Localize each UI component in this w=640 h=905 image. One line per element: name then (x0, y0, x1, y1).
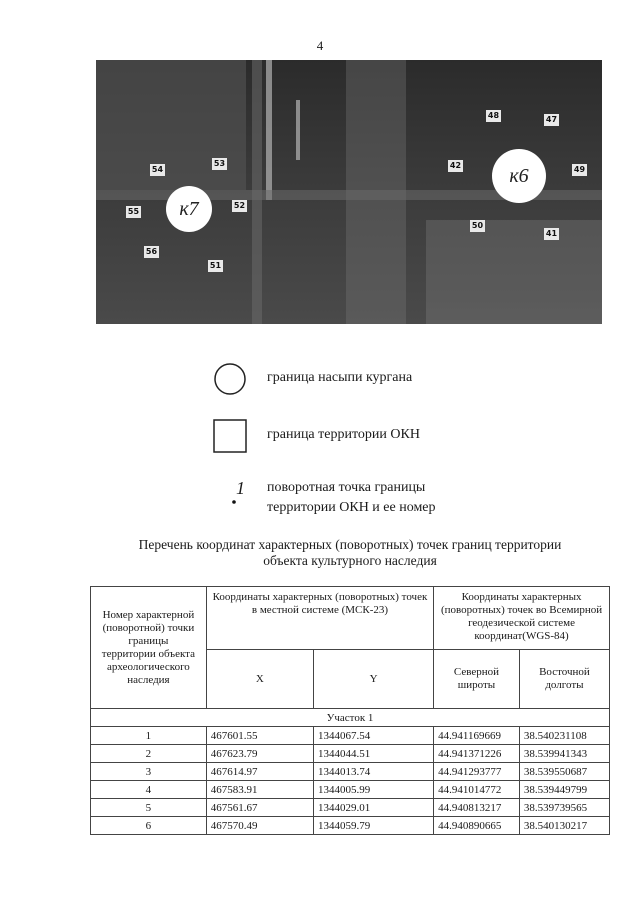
section-label: Участок 1 (91, 709, 610, 727)
cell-longitude: 38.539449799 (519, 781, 609, 799)
point-label: 56 (145, 247, 158, 256)
cell-y: 1344029.01 (314, 799, 434, 817)
point-label: 47 (545, 115, 558, 124)
cell-y: 1344005.99 (314, 781, 434, 799)
header-point-number: Номер характерной (поворотной) точки границы территории объекта археологического наследия (91, 587, 207, 709)
cell-y: 1344013.74 (314, 763, 434, 781)
point-label: 49 (573, 165, 586, 174)
header-local-coords: Координаты характерных (поворотных) точек в местной системе (МСК-23) (206, 587, 433, 650)
cell-point-number: 3 (91, 763, 207, 781)
cell-point-number: 6 (91, 817, 207, 835)
legend-point-label-line2: территории ОКН и ее номер (267, 500, 436, 515)
circle-icon (212, 362, 248, 396)
cell-longitude: 38.540231108 (519, 727, 609, 745)
table-title (80, 537, 620, 569)
cell-x: 467570.49 (206, 817, 313, 835)
cell-point-number: 5 (91, 799, 207, 817)
header-latitude: Северной широты (434, 650, 520, 709)
cell-latitude: 44.941169669 (434, 727, 520, 745)
mound-k6 (492, 149, 546, 203)
cell-latitude: 44.941293777 (434, 763, 520, 781)
cell-y: 1344067.54 (314, 727, 434, 745)
aerial-map (96, 60, 602, 324)
cell-x: 467623.79 (206, 745, 313, 763)
mound-k7 (166, 186, 212, 232)
table-row (91, 817, 610, 835)
cell-longitude: 38.539550687 (519, 763, 609, 781)
point-label: 52 (233, 201, 246, 210)
point-label: 48 (487, 111, 500, 120)
point-label: 51 (209, 261, 222, 270)
cell-point-number: 1 (91, 727, 207, 745)
table-row (91, 745, 610, 763)
cell-latitude: 44.941371226 (434, 745, 520, 763)
point-label: 54 (151, 165, 164, 174)
cell-x: 467583.91 (206, 781, 313, 799)
cell-latitude: 44.941014772 (434, 781, 520, 799)
page-number: 4 (316, 38, 324, 53)
point-label: 41 (545, 229, 558, 238)
header-y: Y (314, 650, 434, 709)
table-row (91, 727, 610, 745)
square-icon (212, 418, 248, 454)
header-longitude: Восточной долготы (519, 650, 609, 709)
table-title-line2: объекта культурного наследия (263, 553, 437, 568)
point-label: 50 (471, 221, 484, 230)
cell-x: 467614.97 (206, 763, 313, 781)
cell-longitude: 38.540130217 (519, 817, 609, 835)
table-row (91, 799, 610, 817)
cell-y: 1344059.79 (314, 817, 434, 835)
mound-k7-label: к7 (179, 197, 199, 220)
header-x: X (206, 650, 313, 709)
cell-x: 467601.55 (206, 727, 313, 745)
legend-circle-label: граница насыпи кургана (267, 370, 413, 385)
cell-y: 1344044.51 (314, 745, 434, 763)
table-title-line1: Перечень координат характерных (поворотных) точек границ территории (138, 537, 562, 552)
cell-latitude: 44.940890665 (434, 817, 520, 835)
header-wgs-coords: Координаты характерных (поворотных) точек во Всемирной геодезической системе координат(WGS-84) (434, 587, 610, 650)
cell-latitude: 44.940813217 (434, 799, 520, 817)
cell-point-number: 2 (91, 745, 207, 763)
legend-point-label-line1: поворотная точка границы (267, 480, 426, 495)
point-label: 53 (213, 159, 226, 168)
point-label: 55 (127, 207, 140, 216)
legend-square-label: граница территории ОКН (267, 427, 420, 442)
coordinates-table (90, 586, 610, 835)
cell-point-number: 4 (91, 781, 207, 799)
mound-k6-label: к6 (509, 164, 529, 187)
point-label: 42 (449, 161, 462, 170)
cell-longitude: 38.539941343 (519, 745, 609, 763)
table-row (91, 781, 610, 799)
cell-x: 467561.67 (206, 799, 313, 817)
legend-point-symbol: 1 (236, 478, 245, 498)
cell-longitude: 38.539739565 (519, 799, 609, 817)
table-row (91, 763, 610, 781)
